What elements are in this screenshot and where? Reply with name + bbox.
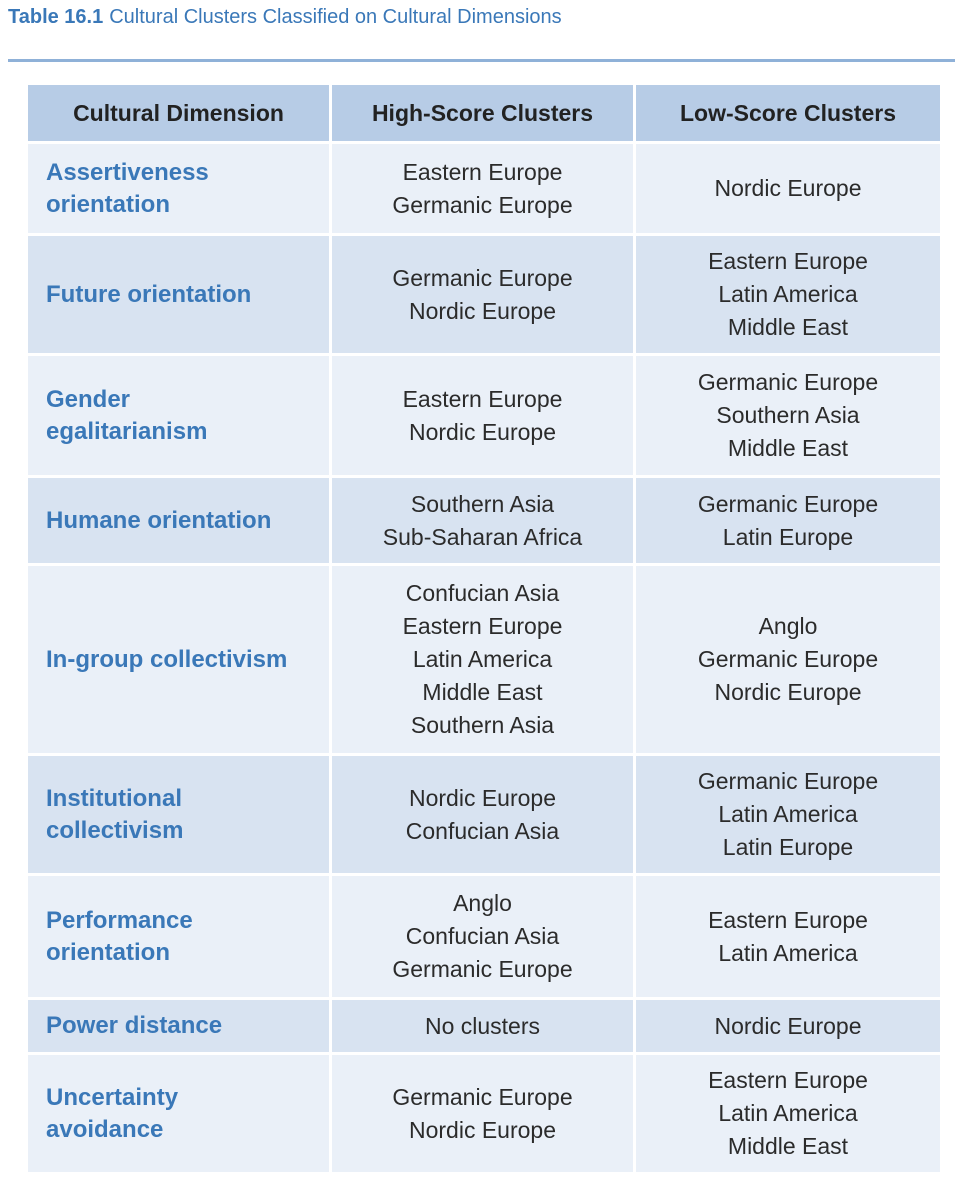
low-score-cell [636,236,940,356]
high-score-cell [332,478,636,566]
caption-divider [8,59,955,62]
table-row [28,1055,940,1175]
low-score-cell-line: Middle East [727,1133,849,1159]
low-score-cell [636,876,940,1000]
high-score-cell-line: Southern Asia [410,490,555,517]
dimension-cell [28,478,332,566]
dimension-cell-line: collectivism [46,816,184,844]
table-header-row [28,85,940,144]
table-number: Table 16.1 [8,6,104,28]
dimension-cell [28,356,332,478]
low-score-cell [636,478,940,566]
high-score-cell-line: Eastern Europe [402,158,563,185]
high-score-cell-line: Germanic Europe [392,264,573,291]
low-score-cell-line: Germanic Europe [697,646,879,672]
dimension-cell-line: Uncertainty [46,1083,179,1111]
dimension-cell-line: avoidance [46,1115,164,1143]
high-score-cell-line: Confucian Asia [405,817,560,844]
dimension-cell-line: orientation [46,190,170,218]
dimension-cell [28,144,332,236]
low-score-cell-line: Germanic Europe [697,490,879,517]
dimension-cell [28,1055,332,1175]
high-score-cell [332,144,636,236]
low-score-cell-line: Latin Europe [722,523,854,550]
dimension-cell [28,236,332,356]
dimension-cell-line: egalitarianism [46,417,208,445]
low-score-cell-line: Nordic Europe [714,679,862,705]
dimension-cell-line: Power distance [46,1012,223,1039]
high-score-cell-line: Nordic Europe [408,784,557,811]
table-title: Cultural Clusters Classified on Cultural Dimensions [109,6,562,28]
table-caption [8,6,562,29]
high-score-cell-line: Southern Asia [410,712,555,738]
high-score-cell-line: Nordic Europe [408,418,557,445]
high-score-cell [332,356,636,478]
low-score-cell-line: Southern Asia [716,402,860,428]
high-score-cell-line: Eastern Europe [402,385,563,412]
high-score-cell-line: Germanic Europe [392,1083,573,1110]
table-row [28,144,940,236]
low-score-cell [636,566,940,756]
low-score-cell [636,1055,940,1175]
clusters-table [28,85,940,1175]
table-row [28,356,940,478]
high-score-cell-line: Middle East [422,679,543,705]
low-score-cell-line: Latin America [718,1100,858,1126]
dimension-cell-line: Institutional [46,784,182,812]
low-score-cell [636,1000,940,1055]
high-score-cell-line: Germanic Europe [392,956,573,982]
table-row [28,876,940,1000]
table-row [28,756,940,876]
high-score-cell-line: Confucian Asia [405,580,560,606]
table-row [28,236,940,356]
table-row [28,1000,940,1055]
clusters-table-container [28,85,940,1175]
low-score-cell-line: Middle East [727,435,849,461]
dimension-cell [28,566,332,756]
high-score-cell-line: Nordic Europe [408,297,557,324]
low-score-cell-line: Germanic Europe [697,768,879,794]
column-header-high: High-Score Clusters [332,85,636,144]
dimension-cell-line: orientation [46,938,170,966]
high-score-cell-line: Nordic Europe [408,1116,557,1143]
high-score-cell [332,1055,636,1175]
high-score-cell-line: Latin America [412,646,553,672]
low-score-cell-line: Latin America [718,801,858,827]
high-score-cell-line: Eastern Europe [402,613,563,639]
high-score-cell [332,566,636,756]
high-score-cell [332,756,636,876]
dimension-cell-line: In-group collectivism [46,645,288,673]
low-score-cell [636,144,940,236]
table-row [28,566,940,756]
dimension-cell-line: Future orientation [46,280,252,308]
table-body [28,144,940,1175]
low-score-cell [636,756,940,876]
low-score-cell-line: Germanic Europe [697,369,879,395]
dimension-cell-line: Performance [46,906,193,934]
low-score-cell-line: Middle East [727,314,849,340]
low-score-cell-line: Latin America [718,281,858,307]
low-score-cell-line: Eastern Europe [708,248,868,274]
high-score-cell-line: Sub-Saharan Africa [382,523,583,550]
high-score-cell [332,1000,636,1055]
high-score-cell [332,876,636,1000]
low-score-cell [636,356,940,478]
low-score-cell-line: Eastern Europe [708,1067,868,1093]
high-score-cell [332,236,636,356]
table-row [28,478,940,566]
high-score-cell-line: Anglo [453,890,512,916]
dimension-cell-line: Humane orientation [46,506,272,534]
high-score-cell-line: No clusters [424,1012,541,1039]
low-score-cell-line: Latin Europe [722,834,854,860]
column-header-low: Low-Score Clusters [636,85,940,144]
high-score-cell-line: Confucian Asia [405,923,560,949]
column-header-dimension: Cultural Dimension [28,85,332,144]
dimension-cell [28,756,332,876]
dimension-cell-line: Assertiveness [46,158,209,186]
dimension-cell [28,1000,332,1055]
low-score-cell-line: Latin America [718,939,858,966]
low-score-cell-line: Anglo [758,613,818,639]
low-score-cell-line: Nordic Europe [714,1012,862,1039]
high-score-cell-line: Germanic Europe [392,191,573,218]
low-score-cell-line: Eastern Europe [708,906,868,933]
low-score-cell-line: Nordic Europe [714,175,862,201]
dimension-cell [28,876,332,1000]
dimension-cell-line: Gender [46,385,131,413]
